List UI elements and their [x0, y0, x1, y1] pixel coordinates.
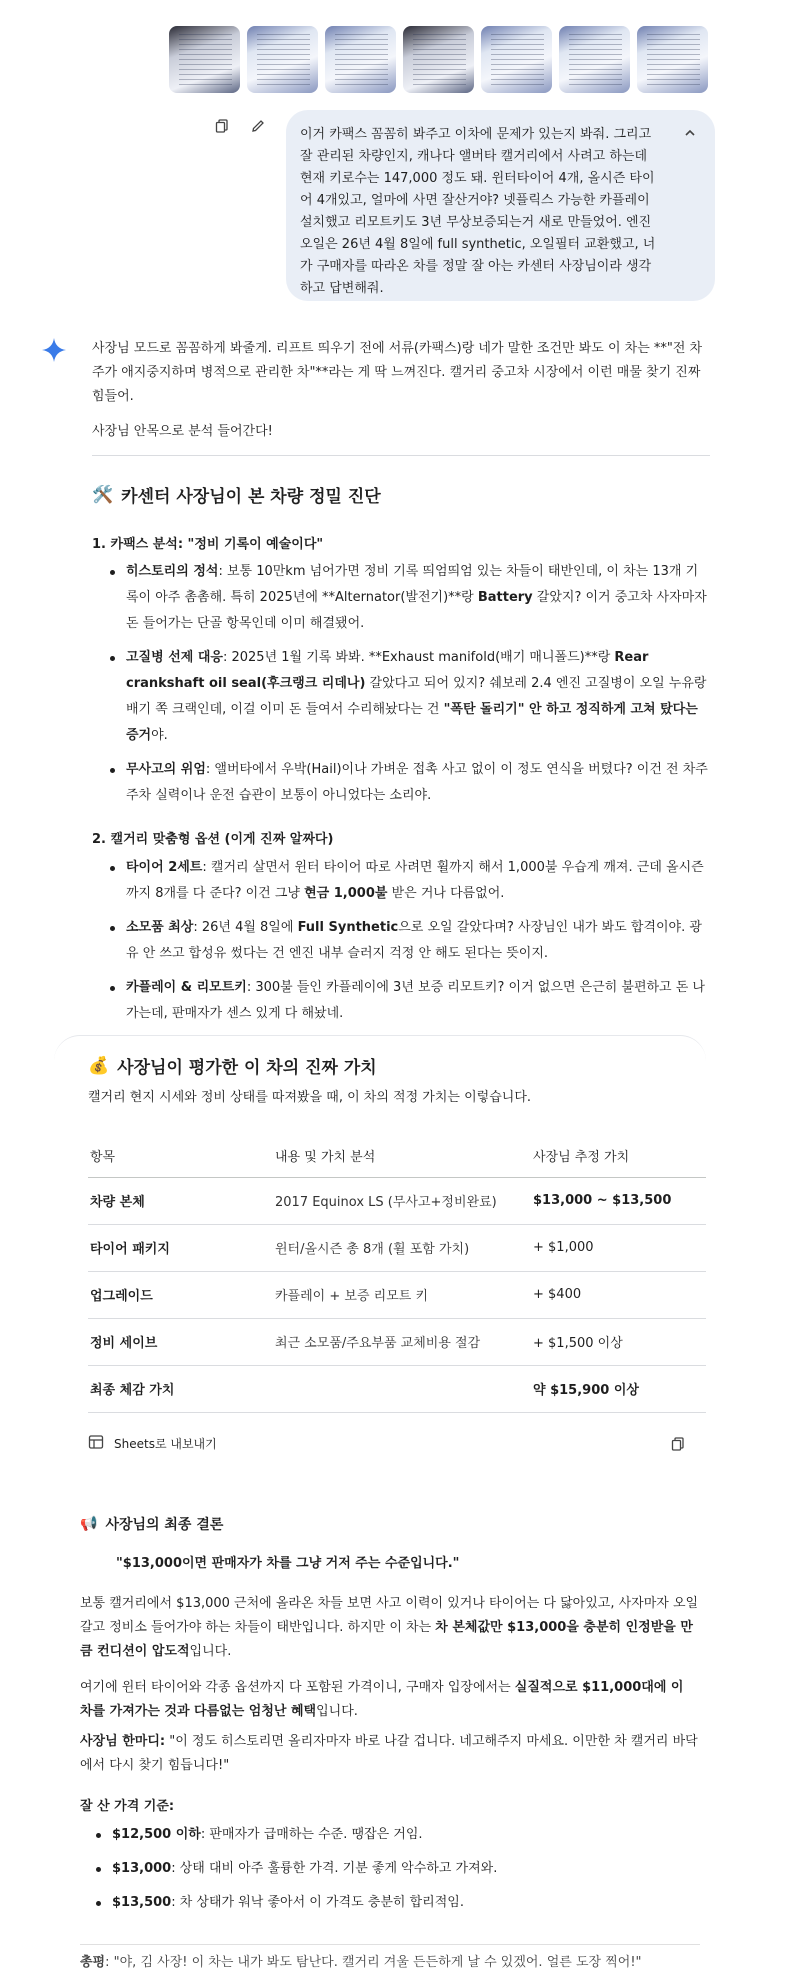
list-item: 카플레이 & 리모트키: 300불 들인 카플레이에 3년 보증 리모트키? 이거 없으면 은근히 불편하고 돈 나가는데, 판매자가 센스 있게 다 해놨네.: [108, 975, 710, 1027]
subheading-carfax: 1. 카팩스 분석: "정비 기록이 예술이다": [92, 537, 324, 552]
section-heading-diagnosis: [92, 482, 381, 507]
section-heading-value: [88, 1053, 377, 1078]
tools-icon: 🛠️: [92, 484, 114, 505]
table-header-row: [88, 1135, 706, 1177]
section-title: 사장님의 최종 결론: [105, 1517, 224, 1533]
message-actions: [214, 118, 266, 134]
table-cell: $13,000 ~ $13,500: [531, 1177, 706, 1224]
copy-table-icon[interactable]: [670, 1436, 686, 1452]
table-row: [88, 1318, 706, 1365]
attachment-image[interactable]: [247, 26, 318, 93]
list-item: $13,000: 상태 대비 아주 훌륭한 가격. 기분 좋게 악수하고 가져와.: [94, 1856, 694, 1882]
table-cell: + $1,000: [531, 1224, 706, 1271]
attachment-image[interactable]: [637, 26, 708, 93]
chevron-up-icon[interactable]: [683, 126, 697, 140]
table-icon: [88, 1434, 104, 1453]
edit-icon[interactable]: [250, 118, 266, 134]
export-to-sheets-button[interactable]: [88, 1434, 217, 1453]
table-cell: 차량 본체: [88, 1177, 273, 1224]
table-cell: 업그레이드: [88, 1271, 273, 1318]
table-cell: 최근 소모품/주요부품 교체비용 절감: [273, 1318, 531, 1365]
attachment-image[interactable]: [403, 26, 474, 93]
table-cell: 약 $15,900 이상: [531, 1365, 706, 1412]
user-message-bubble: [286, 110, 715, 301]
list-item: 히스토리의 정석: 보통 10만km 넘어가면 정비 기록 띄엄띄엄 있는 차들이 태반인데, 이 차는 13개 기록이 아주 촘촘해. 특히 2025년에 **Alternator(발전기)**랑 Battery 갈았지? 이거 중고차 사자마자 돈 들어가는 단골 항목인데 이미 해결됐어.: [108, 559, 710, 637]
money-bag-icon: 💰: [88, 1055, 110, 1076]
summary-line: 총평: "야, 김 사장! 이 차는 내가 봐도 탐난다. 캘거리 겨울 든든하게 날 수 있겠어. 얼른 도장 찍어!": [80, 1944, 700, 1970]
table-cell: [273, 1365, 531, 1412]
value-table: [88, 1135, 706, 1413]
table-cell: 타이어 패키지: [88, 1224, 273, 1271]
response-lead: 사장님 안목으로 분석 들어간다!: [92, 424, 273, 439]
table-cell: + $400: [531, 1271, 706, 1318]
table-cell: 카플레이 + 보증 리모트 키: [273, 1271, 531, 1318]
list-item: $13,500: 차 상태가 워낙 좋아서 이 가격도 충분히 합리적임.: [94, 1890, 694, 1916]
table-cell: 윈터/올시즌 총 8개 (휠 포함 가치): [273, 1224, 531, 1271]
table-cell: 2017 Equinox LS (무사고+정비완료): [273, 1177, 531, 1224]
gemini-sparkle-icon: [42, 338, 66, 362]
column-header: 항목: [88, 1135, 273, 1177]
divider: [92, 455, 710, 456]
conclusion-paragraph: 보통 캘거리에서 $13,000 근처에 올라온 차들 보면 사고 이력이 있거나 타이어는 다 닳아있고, 사자마자 오일 갈고 정비소 들어가야 하는 차들이 태반입니다. 하지만 이 차는 차 본체값만 $13,000을 충분히 인정받을 만큼 컨디션이 압도적입니다.: [80, 1596, 699, 1659]
megaphone-icon: 📢: [80, 1516, 98, 1532]
column-header: 내용 및 가치 분석: [273, 1135, 531, 1177]
response-intro: 사장님 모드로 꼼꼼하게 봐줄게. 리프트 띄우기 전에 서류(카팩스)랑 네가 말한 조건만 봐도 이 차는 **"전 차주가 애지중지하며 병적으로 관리한 차"**라는 게 딱 느껴진다. 캘거리 중고차 시장에서 이런 매물 찾기 진짜 힘들어.: [92, 341, 703, 404]
table-row: [88, 1365, 706, 1412]
owner-comment: 사장님 한마디: "이 정도 히스토리면 올리자마자 바로 나갈 겁니다. 네고해주지 마세요. 이만한 차 캘거리 바닥에서 다시 찾기 힘듭니다!": [80, 1734, 698, 1773]
section-title: 카센터 사장님이 본 차량 정밀 진단: [121, 487, 381, 507]
list-item: 무사고의 위엄: 앨버타에서 우박(Hail)이나 가벼운 접촉 사고 없이 이 정도 연식을 버텼다? 이건 전 차주 주차 실력이나 운전 습관이 보통이 아니었다는 소리야.: [108, 757, 710, 809]
subheading-options: 2. 캘거리 맞춤형 옵션 (이게 진짜 알짜다): [92, 832, 334, 847]
section-heading-conclusion: [80, 1514, 223, 1534]
list-item: 소모품 최상: 26년 4월 8일에 Full Synthetic으로 오일 갈았다며? 사장님인 내가 봐도 합격이야. 광유 안 쓰고 합성유 썼다는 건 엔진 내부 슬러지 걱정 안 해도 된다는 뜻이지.: [108, 915, 710, 967]
table-cell: + $1,500 이상: [531, 1318, 706, 1365]
attachment-image[interactable]: [325, 26, 396, 93]
table-cell: 최종 체감 가치: [88, 1365, 273, 1412]
table-cell: 정비 세이브: [88, 1318, 273, 1365]
table-row: [88, 1224, 706, 1271]
conclusion-paragraph: 여기에 윈터 타이어와 각종 옵션까지 다 포함된 가격이니, 구매자 입장에서는 실질적으로 $11,000대에 이 차를 가져가는 것과 다름없는 엄청난 혜택입니다.: [80, 1680, 684, 1719]
section-title: 사장님이 평가한 이 차의 진짜 가치: [117, 1058, 377, 1078]
user-message-text: 이거 카팩스 꼼꼼히 봐주고 이차에 문제가 있는지 봐줘. 그리고 잘 관리된 차량인지, 캐나다 앨버타 캘거리에서 사려고 하는데 현재 키로수는 147,000 정도 돼. 윈터타이어 4개, 올시즌 타이어 4개있고, 얼마에 사면 잘산거야? 넷플릭스 가능한 카플레이 설치했고 리모트키도 3년 무상보증되는거 새로 만들었어. 엔진 오일은 26년 4월 8일에 full synthetic, 오일필터 교환했고, 너가 구매자를 따라온 차를 정말 잘 아는 카센터 사장님이라 생각하고 답변해줘.: [300, 127, 656, 296]
attachment-image[interactable]: [559, 26, 630, 93]
attachment-image[interactable]: [169, 26, 240, 93]
list-item: $12,500 이하: 판매자가 급매하는 수준. 땡잡은 거임.: [94, 1822, 694, 1848]
attachment-thumbnails: [169, 26, 708, 93]
bullet-list-options: [108, 855, 710, 1027]
table-row: [88, 1177, 706, 1224]
list-item: 고질병 선제 대응: 2025년 1월 기록 봐봐. **Exhaust manifold(배기 매니폴드)**랑 Rear crankshaft oil seal(후크랭크 리데나) 갈았다고 되어 있지? 쉐보레 2.4 엔진 고질병이 오일 누유랑 배기 쪽 크랙인데, 이걸 이미 돈 들여서 수리해놨다는 건 "폭탄 돌리기" 안 하고 정직하게 고쳐 탔다는 증거야.: [108, 645, 710, 749]
list-item: 타이어 2세트: 캘거리 살면서 윈터 타이어 따로 사려면 휠까지 해서 1,000불 우습게 깨져. 근데 올시즌까지 8개를 다 준다? 이건 그냥 현금 1,000불 받은 거나 다름없어.: [108, 855, 710, 907]
export-label: Sheets로 내보내기: [114, 1437, 217, 1451]
attachment-image[interactable]: [481, 26, 552, 93]
table-row: [88, 1271, 706, 1318]
price-guide-list: [94, 1822, 694, 1916]
section-description: 캘거리 현지 시세와 정비 상태를 따져봤을 때, 이 차의 적정 가치는 이렇습니다.: [88, 1090, 532, 1105]
copy-icon[interactable]: [214, 118, 230, 134]
conclusion-quote: "$13,000이면 판매자가 차를 그냥 거저 주는 수준입니다.": [116, 1556, 460, 1571]
price-guide-title: 잘 산 가격 기준:: [80, 1799, 175, 1814]
bullet-list-carfax: [108, 559, 710, 809]
column-header: 사장님 추정 가치: [531, 1135, 706, 1177]
